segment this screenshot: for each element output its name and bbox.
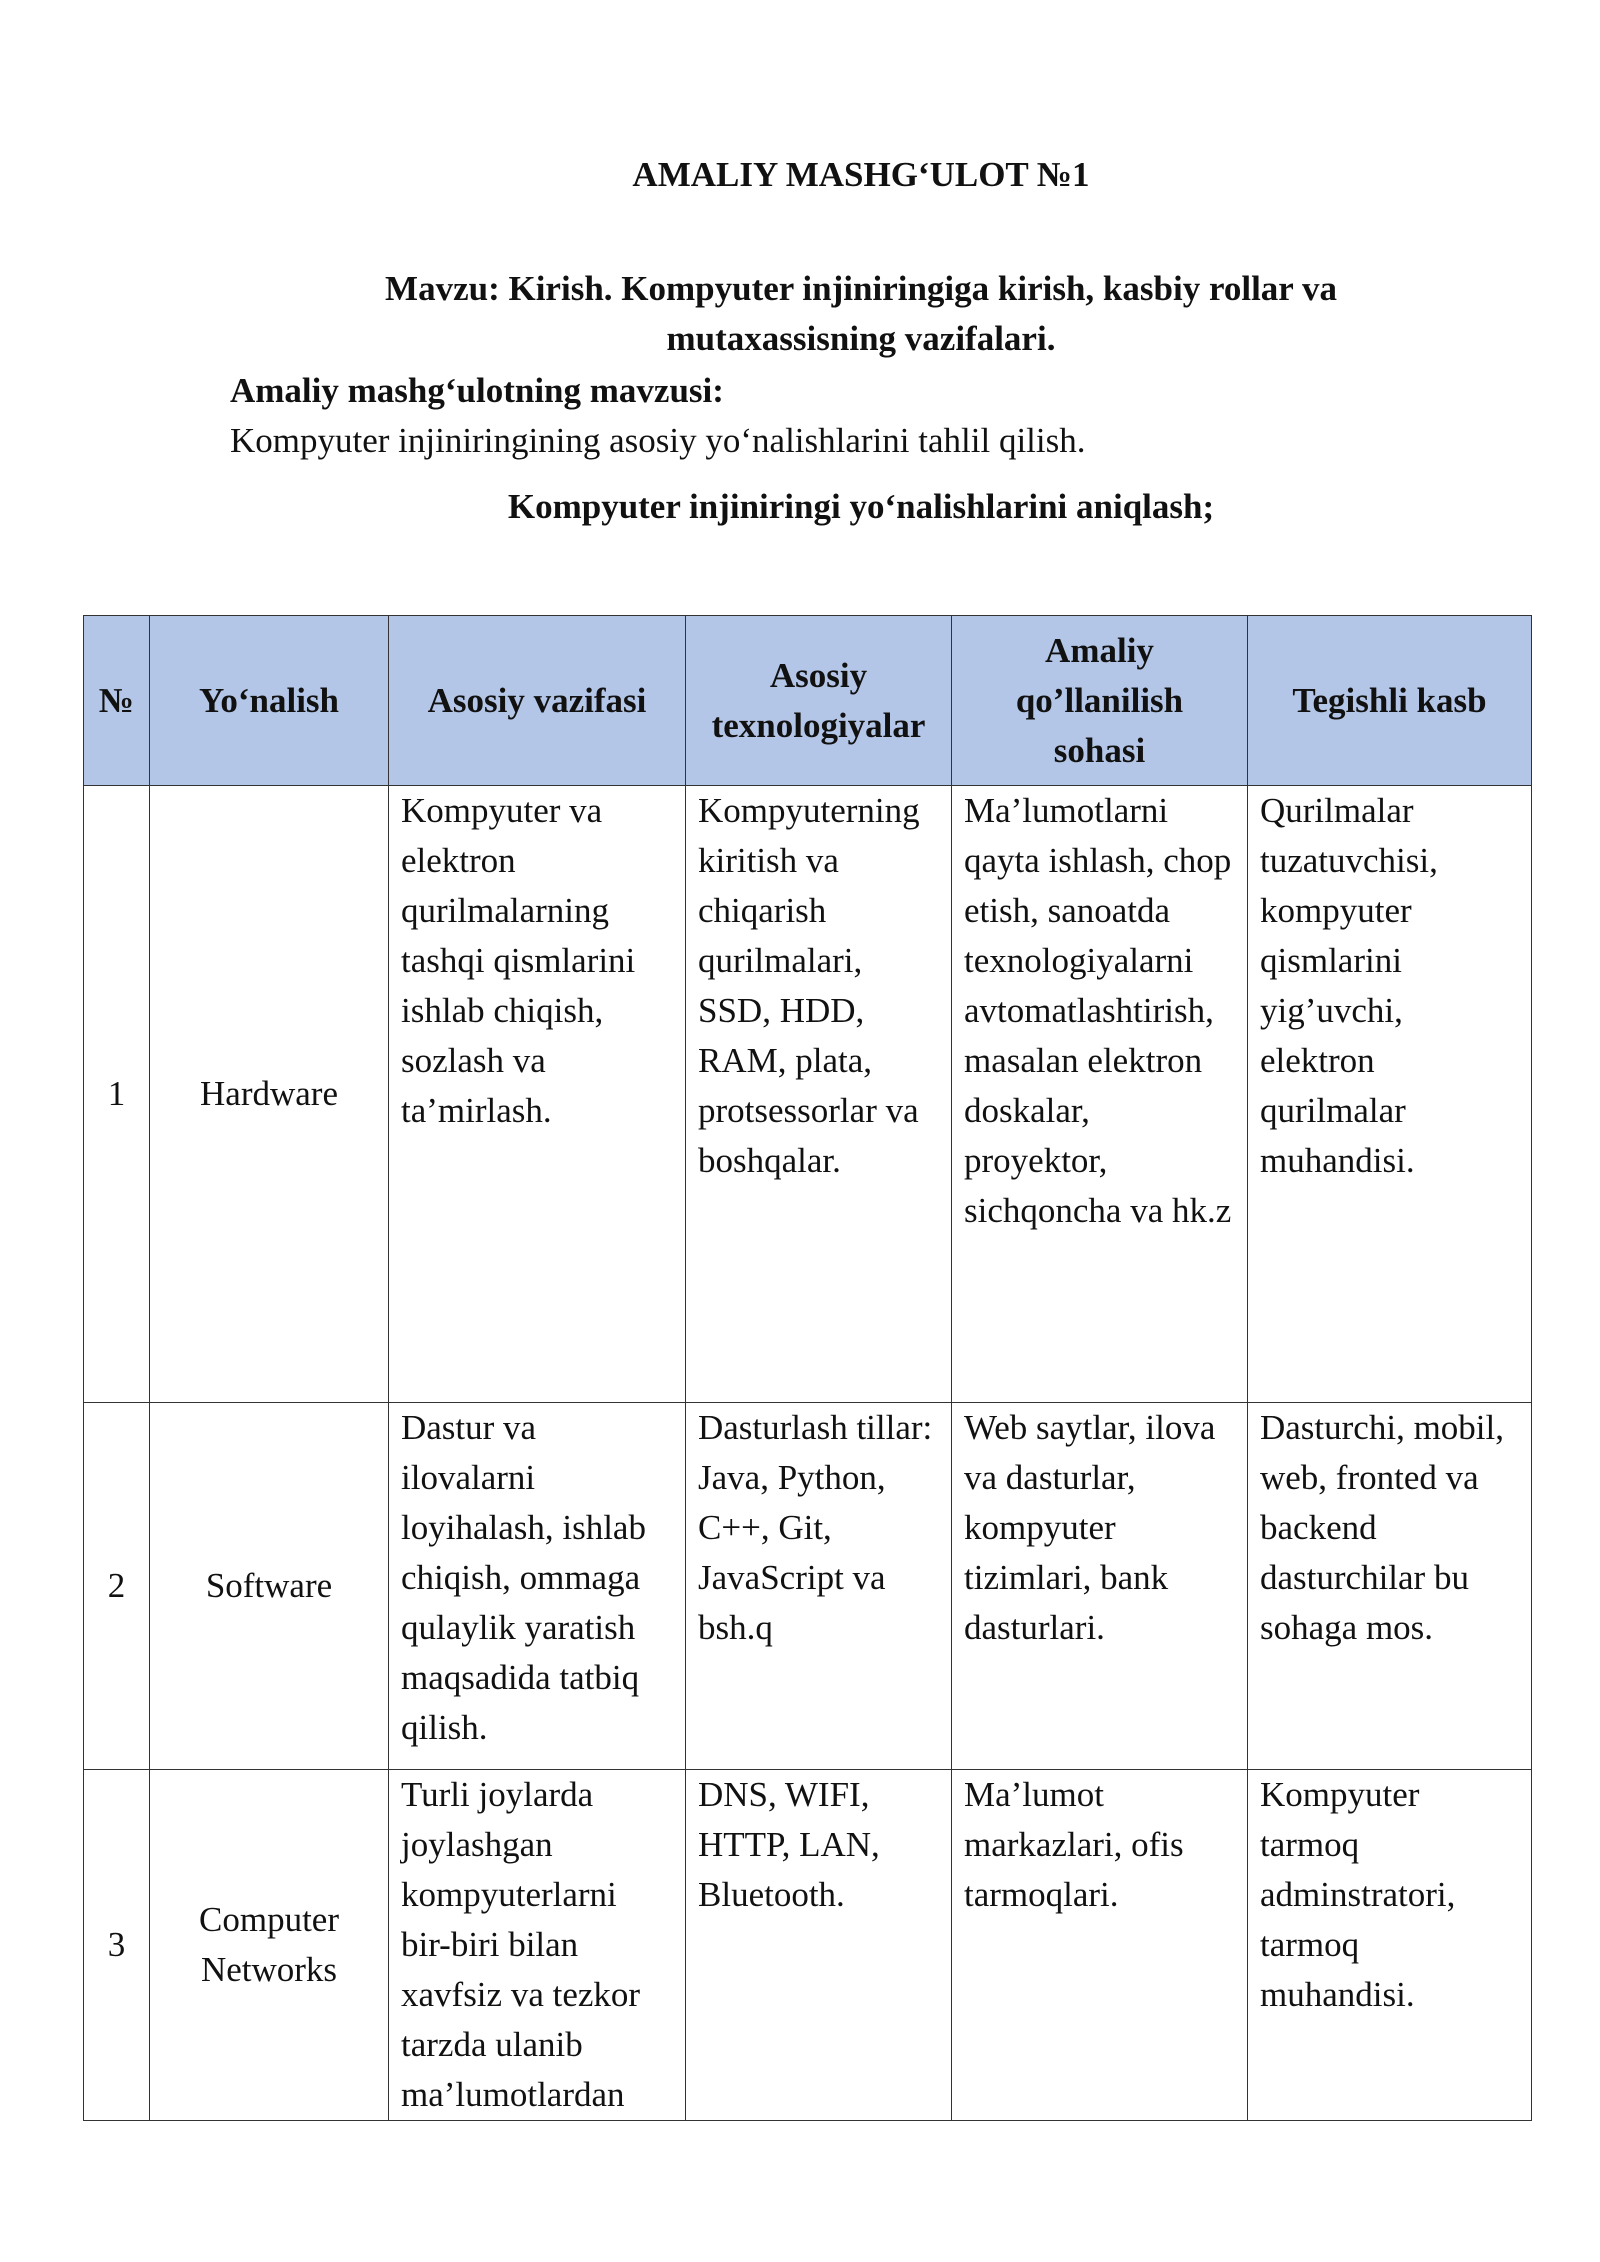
header-direction: Yo‘nalish bbox=[150, 616, 389, 786]
row-profession: Kompyuter tarmoq adminstratori, tarmoq muhandisi. bbox=[1248, 1770, 1532, 2121]
row-profession: Dasturchi, mobil, web, fronted va backend dasturchilar bu sohaga mos. bbox=[1248, 1403, 1532, 1770]
row-num: 1 bbox=[84, 786, 150, 1403]
row-profession: Qurilmalar tuzatuvchisi, kompyuter qismlarini yig’uvchi, elektron qurilmalar muhandisi. bbox=[1248, 786, 1532, 1403]
directions-table bbox=[83, 615, 1532, 2121]
row-direction: Hardware bbox=[150, 786, 389, 1403]
row-task: Dastur va ilovalarni loyihalash, ishlab chiqish, ommaga qulaylik yaratish maqsadida tatbiq qilish. bbox=[389, 1403, 686, 1770]
header-num: № bbox=[84, 616, 150, 786]
topic-line-1: Mavzu: Kirish. Kompyuter injiniringiga kirish, kasbiy rollar va bbox=[385, 269, 1337, 308]
row-application-area: Web saytlar, ilova va dasturlar, kompyuter tizimlari, bank dasturlari. bbox=[952, 1403, 1248, 1770]
section-title: Kompyuter injiniringi yo‘nalishlarini aniqlash; bbox=[507, 487, 1215, 526]
header-area-line-2: qo’llanilish bbox=[1015, 680, 1184, 720]
row-num: 2 bbox=[84, 1403, 150, 1770]
row-application-area: Ma’lumot markazlari, ofis tarmoqlari. bbox=[952, 1770, 1248, 2121]
table-row bbox=[84, 1403, 1532, 1770]
header-task: Asosiy vazifasi bbox=[389, 616, 686, 786]
table-header-row bbox=[84, 616, 1532, 786]
row-application-area: Ma’lumotlarni qayta ishlash, chop etish, sanoatda texnologiyalarni avtomatlashtirish, masalan elektron doskalar, proyektor, sichqoncha va hk.z bbox=[952, 786, 1248, 1403]
topic-line-2: mutaxassisning vazifalari. bbox=[666, 319, 1056, 358]
row-technologies: DNS, WIFI, HTTP, LAN, Bluetooth. bbox=[686, 1770, 952, 2121]
row-direction bbox=[150, 1770, 389, 2121]
header-area-line-3: sohasi bbox=[1053, 730, 1146, 770]
header-profession: Tegishli kasb bbox=[1248, 616, 1532, 786]
header-tech-line-2: texnologiyalar bbox=[711, 705, 926, 745]
lesson-topic-text: Kompyuter injiniringining asosiy yo‘nalishlarini tahlil qilish. bbox=[230, 421, 1086, 460]
topic-heading bbox=[300, 264, 1422, 364]
row-task: Kompyuter va elektron qurilmalarning tashqi qismlarini ishlab chiqish, sozlash va ta’mirlash. bbox=[389, 786, 686, 1403]
header-application-area bbox=[952, 616, 1248, 786]
header-area-line-1: Amaliy bbox=[1045, 630, 1154, 670]
row-technologies: Dasturlash tillar: Java, Python, C++, Git, JavaScript va bsh.q bbox=[686, 1403, 952, 1770]
table-row bbox=[84, 1770, 1532, 2121]
lesson-topic-label: Amaliy mashg‘ulotning mavzusi: bbox=[230, 371, 724, 410]
row-direction-line-2: Networks bbox=[200, 1950, 338, 1989]
table-row bbox=[84, 786, 1532, 1403]
row-technologies: Kompyuterning kiritish va chiqarish qurilmalari, SSD, HDD, RAM, plata, protsessorlar va boshqalar. bbox=[686, 786, 952, 1403]
row-num: 3 bbox=[84, 1770, 150, 2121]
row-direction-line-1: Computer bbox=[199, 1900, 339, 1939]
document-title: AMALIY MASHG‘ULOT №1 bbox=[632, 155, 1090, 194]
header-technologies bbox=[686, 616, 952, 786]
header-tech-line-1: Asosiy bbox=[769, 655, 868, 695]
row-task: Turli joylarda joylashgan kompyuterlarni bir-biri bilan xavfsiz va tezkor tarzda ulanib ma’lumotlardan bbox=[389, 1770, 686, 2121]
row-direction: Software bbox=[150, 1403, 389, 1770]
